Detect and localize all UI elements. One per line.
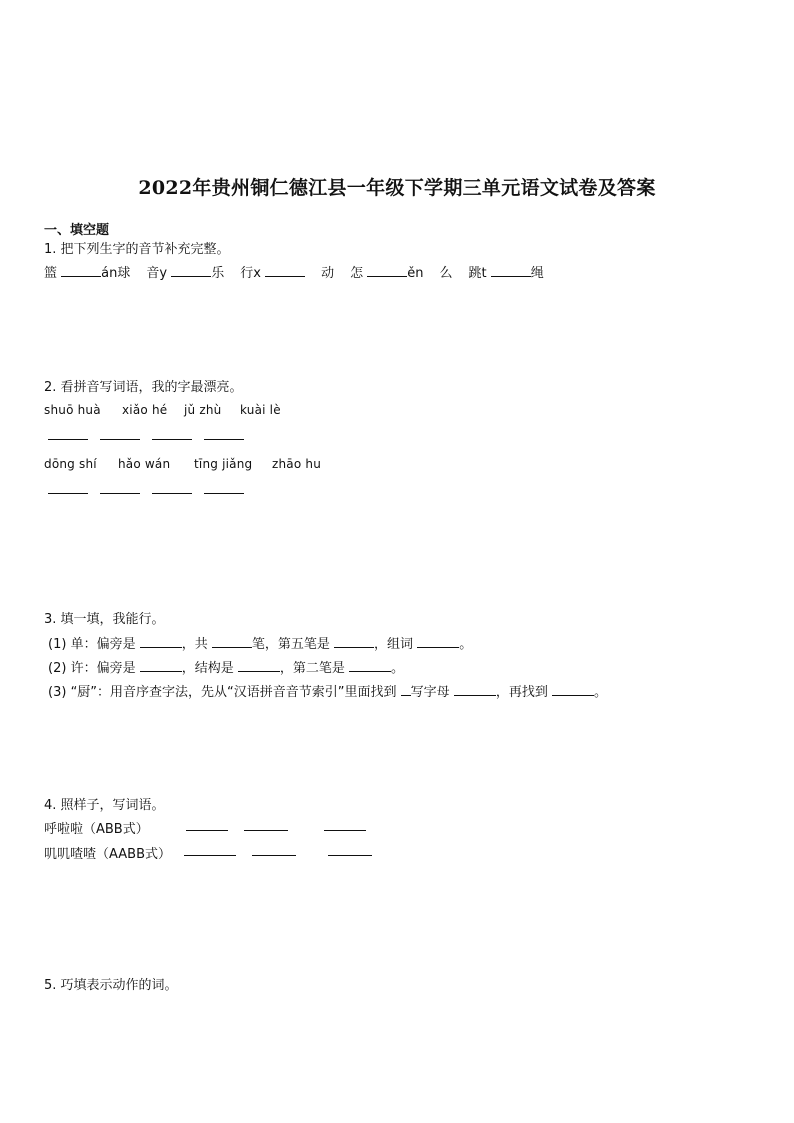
answer-blank[interactable]	[61, 264, 101, 277]
answer-blank[interactable]	[152, 427, 192, 440]
question-1-stem: 1. 把下列生字的音节补充完整。	[44, 242, 230, 257]
answer-blank[interactable]	[417, 635, 459, 648]
answer-blank[interactable]	[100, 427, 140, 440]
pinyin-word: shuō huà	[44, 403, 101, 417]
answer-blank[interactable]	[367, 264, 407, 277]
q1-item-7: 跳t 绳	[468, 266, 544, 281]
q3-line-2: (2) 许：偏旁是 ，结构是 ，第二笔是 。	[48, 661, 405, 676]
pinyin-word: kuài lè	[240, 403, 281, 417]
pinyin-word: hǎo wán	[118, 457, 171, 471]
answer-blank[interactable]	[552, 683, 594, 696]
q4-row-1-label: 呼啦啦（ABB式）	[44, 822, 149, 837]
answer-blank[interactable]	[48, 427, 88, 440]
question-4-stem: 4. 照样子，写词语。	[44, 798, 165, 813]
answer-blank[interactable]	[265, 264, 305, 277]
answer-blank[interactable]	[252, 843, 296, 856]
q1-item-2: 音y 乐	[146, 266, 225, 281]
q3-line-1: (1) 单：偏旁是 ，共 笔，第五笔是 ，组词 。	[48, 637, 473, 652]
answer-blank[interactable]	[171, 264, 211, 277]
q1-item-3: 行x	[240, 262, 305, 281]
answer-blank[interactable]	[334, 635, 374, 648]
question-3-stem: 3. 填一填，我能行。	[44, 612, 165, 627]
answer-row-1	[48, 427, 244, 444]
pinyin-word: dōng shí	[44, 457, 97, 471]
q3-line-3: (3) “厨”：用音序查字法，先从“汉语拼音音节索引”里面找到 写字母 ，再找到 。	[48, 685, 607, 700]
answer-blank[interactable]	[140, 635, 182, 648]
answer-blank[interactable]	[401, 683, 411, 696]
pinyin-row-2	[44, 457, 321, 471]
answer-blank[interactable]	[184, 843, 236, 856]
question-1-items	[44, 262, 560, 281]
answer-blank[interactable]	[48, 481, 88, 494]
question-2-stem: 2. 看拼音写词语，我的字最漂亮。	[44, 380, 243, 395]
pinyin-row-1	[44, 403, 281, 417]
pinyin-word: tīng jiǎng	[194, 457, 253, 471]
answer-blank[interactable]	[491, 264, 531, 277]
answer-blank[interactable]	[328, 843, 372, 856]
answer-blank[interactable]	[204, 427, 244, 440]
section-heading: 一、填空题	[44, 223, 110, 238]
q1-item-4: 动	[321, 266, 335, 281]
page-title: 2022年贵州铜仁德江县一年级下学期三单元语文试卷及答案	[138, 177, 656, 199]
pinyin-word: xiǎo hé	[122, 403, 168, 417]
pinyin-word: jǔ zhù	[184, 403, 222, 417]
q4-row-2-blanks	[184, 843, 372, 860]
q4-row-1-blanks	[186, 818, 366, 835]
answer-blank[interactable]	[324, 818, 366, 831]
pinyin-word: zhāo hu	[272, 457, 322, 471]
q1-item-5: 怎 ěn	[350, 266, 424, 281]
answer-blank[interactable]	[244, 818, 288, 831]
answer-blank[interactable]	[140, 659, 182, 672]
q1-item-1: 篮 án球	[44, 266, 131, 281]
q1-item-6: 么	[439, 266, 453, 281]
question-5-stem: 5. 巧填表示动作的词。	[44, 978, 178, 993]
answer-blank[interactable]	[454, 683, 496, 696]
answer-blank[interactable]	[152, 481, 192, 494]
answer-row-2	[48, 481, 244, 498]
answer-blank[interactable]	[100, 481, 140, 494]
q4-row-2-label: 叽叽喳喳（AABB式）	[44, 847, 171, 862]
answer-blank[interactable]	[204, 481, 244, 494]
answer-blank[interactable]	[349, 659, 391, 672]
answer-blank[interactable]	[212, 635, 252, 648]
answer-blank[interactable]	[238, 659, 280, 672]
answer-blank[interactable]	[186, 818, 228, 831]
